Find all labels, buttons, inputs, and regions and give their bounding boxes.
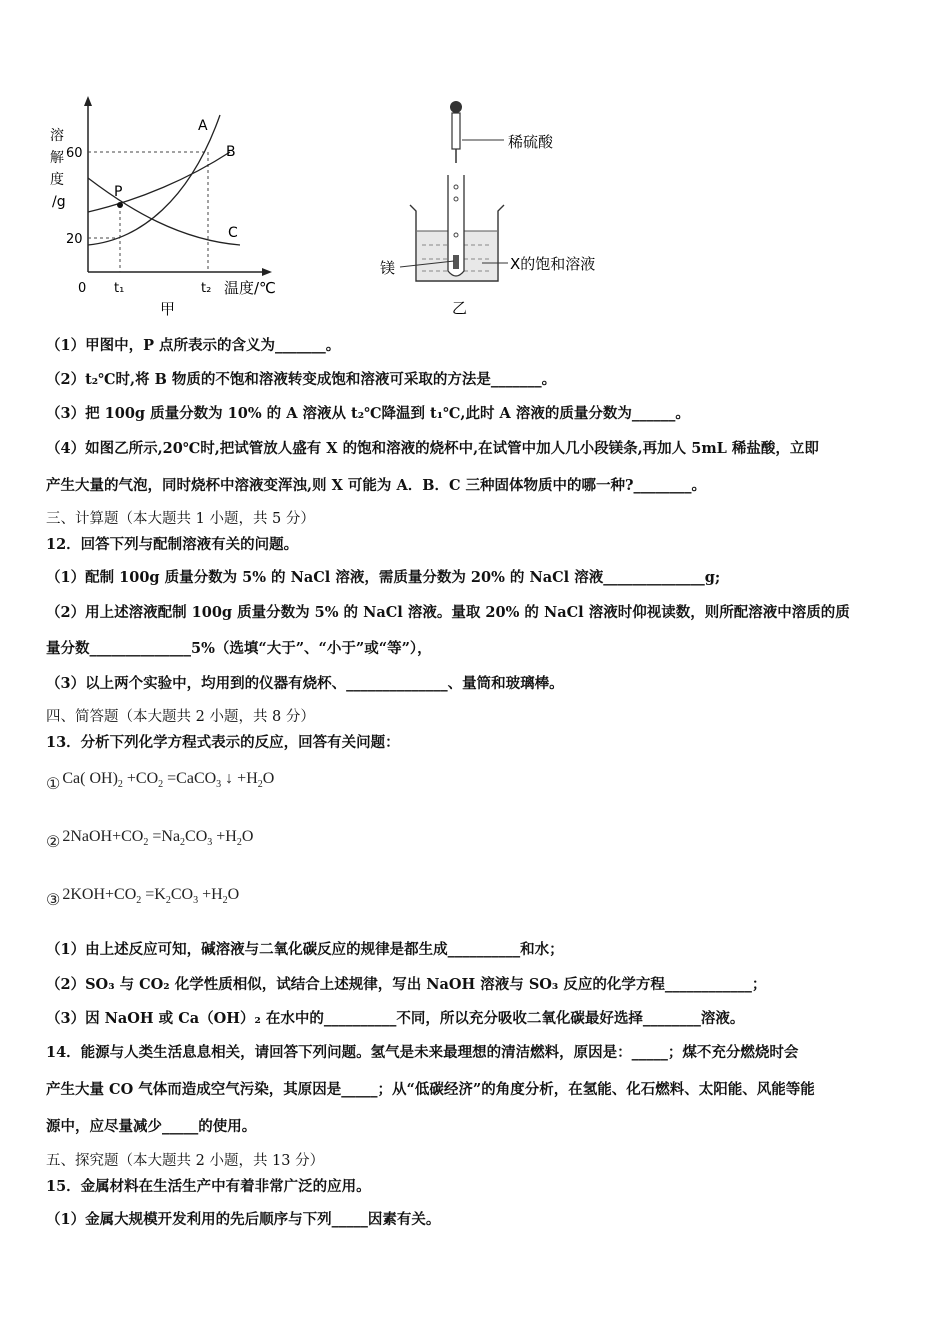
q13-part3: （3）因 NaOH 或 Ca（OH）₂ 在水中的__________不同，所以充分吸收二氧化碳最好选择________溶液。 [46,1010,745,1027]
x-axis-label: 温度/℃ [224,279,276,297]
curve-a [88,115,220,245]
eq3-p0: 2KOH+CO [62,886,137,903]
eq3-p2: =K [141,886,166,903]
eq2-p4: CO [185,828,208,845]
y-label-1: 溶 [50,128,64,144]
curve-b [88,152,230,212]
tick-t2: t₂ [201,281,212,296]
eq1-p6: =CaCO [163,770,217,787]
eq1-p4: +CO [122,770,159,787]
eq3-p1: 2 [136,895,142,907]
q14-line3: 源中，应尽量减少_____的使用。 [46,1118,257,1135]
eq1-p9: 2 [257,779,263,791]
y-label-4: /g [52,194,66,210]
eq3-p5: 3 [193,895,199,907]
y-label-3: 度 [50,172,64,188]
curve-c-label: C [228,225,238,241]
point-p-label: P [114,184,123,200]
point-p [117,202,123,208]
q11-part4-line2: 产生大量的气泡，同时烧杯中溶液变浑浊,则 X 可能为 A．B．C 三种固体物质中的哪一种?________。 [46,477,707,494]
eq3-p7: 2 [222,895,228,907]
eq1-p2: OH) [85,770,118,787]
tick-20: 20 [66,232,83,247]
q12-stem: 12．回答下列与配制溶液有关的问题。 [46,536,299,553]
q11-part4-line1: （4）如图乙所示,20℃时,把试管放人盛有 X 的饱和溶液的烧杯中,在试管中加人几小段镁条,再加人 5mL 稀盐酸，立即 [46,440,819,457]
equation-1-marker: ① [46,776,61,793]
eq2-p2: =Na [148,828,181,845]
eq1-p1: ( [80,770,86,787]
curve-a-label: A [198,118,208,134]
q11-part1: （1）甲图中，P 点所表示的含义为_______。 [46,337,341,354]
equation-3 [46,886,239,910]
q11-part3: （3）把 100g 质量分数为 10% 的 A 溶液从 t₂℃降温到 t₁℃,此时 A 溶液的质量分数为______。 [46,405,690,422]
eq2-p8: O [241,828,254,845]
magnesium-strip [453,255,459,269]
q14-line2: 产生大量 CO 气体而造成空气污染，其原因是_____；从“低碳经济”的角度分析，在氢能、化石燃料、太阳能、风能等能 [46,1081,815,1098]
eq3-p4: CO [170,886,194,903]
q13-part2: （2）SO₃ 与 CO₂ 化学性质相似，试结合上述规律，写出 NaOH 溶液与 SO₃ 反应的化学方程____________； [46,976,767,993]
eq1-p0: Ca [62,770,81,787]
eq1-p7: 3 [216,779,222,791]
y-label-2: 解 [50,150,64,166]
mg-label: 镁 [380,259,396,277]
dropper-body [452,113,460,149]
beaker-apparatus [370,95,630,320]
eq2-p7: 2 [236,837,242,849]
q12-part2-line1: （2）用上述溶液配制 100g 质量分数为 5% 的 NaCl 溶液。量取 20% 的 NaCl 溶液时仰视读数，则所配溶液中溶质的质 [46,604,850,621]
equation-2 [46,828,253,852]
eq3-p8: O [227,886,240,903]
q12-part1: （1）配制 100g 质量分数为 5% 的 NaCl 溶液，需质量分数为 20% 的 NaCl 溶液______________g; [46,569,721,586]
tick-60: 60 [66,146,83,161]
q15-stem: 15．金属材料在生活生产中有着非常广泛的应用。 [46,1178,371,1195]
section-3-heading: 三、计算题（本大题共 1 小题，共 5 分） [46,511,315,527]
eq2-p0: 2NaOH+CO [62,828,144,845]
figure-jia-caption: 甲 [160,300,176,318]
solution-label: X的饱和溶液 [510,255,596,273]
q13-part1: （1）由上述反应可知，碱溶液与二氧化碳反应的规律是都生成__________和水； [46,941,564,958]
q13-stem: 13．分析下列化学方程式表示的反应，回答有关问题： [46,734,400,751]
equation-1 [46,770,274,794]
eq1-p5: 2 [158,779,164,791]
eq2-p3: 2 [180,837,186,849]
eq2-p6: +H [212,828,237,845]
q15-part1: （1）金属大规模开发利用的先后顺序与下列_____因素有关。 [46,1211,441,1228]
tick-t1: t₁ [114,281,125,296]
eq1-p8: ↓ +H [221,770,258,787]
q11-part2: （2）t₂℃时,将 B 物质的不饱和溶液转变成饱和溶液可采取的方法是_______。 [46,371,557,388]
eq1-p10: O [262,770,275,787]
eq3-p3: 2 [165,895,171,907]
section-4-heading: 四、简答题（本大题共 2 小题，共 8 分） [46,709,315,725]
eq1-p3: 2 [117,779,123,791]
dropper-bulb [450,101,462,113]
y-axis-arrow [84,96,92,106]
x-axis-arrow [262,268,272,276]
curve-b-label: B [226,144,236,160]
q12-part2-line2: 量分数______________5%（选填“大于”、“小于”或“等”）， [46,640,432,657]
section-5-heading: 五、探究题（本大题共 2 小题，共 13 分） [46,1153,325,1169]
equation-2-marker: ② [46,834,61,851]
eq2-p5: 3 [207,837,213,849]
origin-label: 0 [78,281,87,296]
q12-part3: （3）以上两个实验中，均用到的仪器有烧杯、______________、量筒和玻璃棒。 [46,675,564,692]
figure-yi-caption: 乙 [452,299,468,317]
eq2-p1: 2 [143,837,149,849]
eq3-p6: +H [198,886,223,903]
equation-3-marker: ③ [46,892,61,909]
dropper-label: 稀硫酸 [508,133,554,151]
curve-c [88,178,240,245]
q14-line1: 14．能源与人类生活息息相关，请回答下列问题。氢气是未来最理想的清洁燃料，原因是：_____；煤不充分燃烧时会 [46,1044,799,1061]
solubility-graph [40,90,300,320]
